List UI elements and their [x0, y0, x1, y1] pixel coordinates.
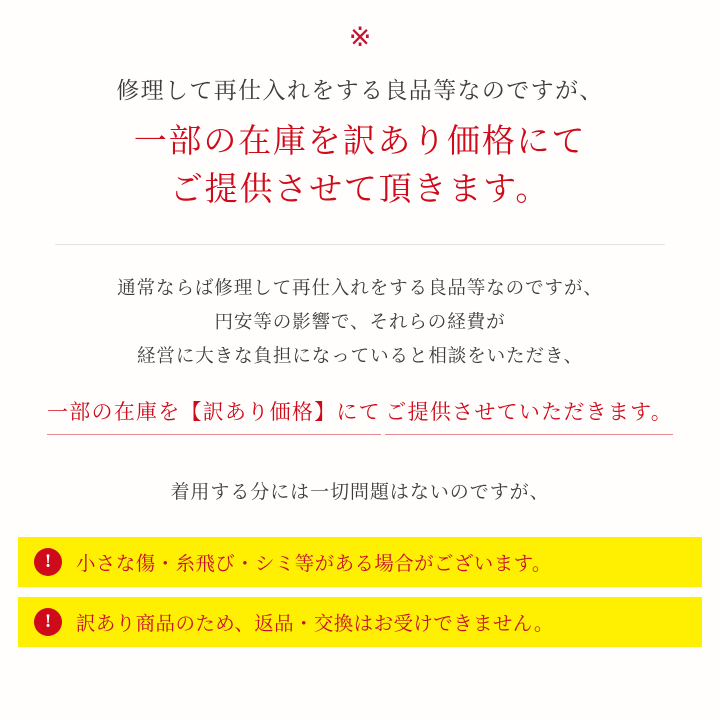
body-line-2: 円安等の影響で、それらの経費が [214, 310, 506, 332]
exclamation-icon: ! [34, 548, 62, 576]
caution-text: 訳あり商品のため、返品・交換はお受けできません。 [76, 612, 554, 635]
note-text: 着用する分には一切問題はないのですが、 [170, 481, 550, 503]
body-paragraph [0, 271, 720, 372]
headline-lead: 修理して再仕入れをする良品等なのですが、 [116, 77, 604, 103]
caution-bar [18, 537, 702, 587]
emphasis-line-1: 一部の在庫を【訳あり価格】にて [47, 395, 381, 435]
exclamation-icon: ! [34, 608, 62, 636]
emphasis-block [0, 386, 720, 435]
caution-bars [0, 537, 720, 647]
emphasis-line-2: ご提供させていただきます。 [385, 395, 673, 435]
caution-bar [18, 597, 702, 647]
body-line-3: 経営に大きな負担になっていると相談をいただき、 [136, 344, 584, 366]
headline-line-2: ご提供させて頂きます。 [169, 170, 551, 208]
headline-line-1: 一部の在庫を訳あり価格にて [133, 121, 587, 159]
headline-block [0, 51, 720, 213]
section-divider [55, 244, 665, 245]
body-line-1: 通常ならば修理して再仕入れをする良品等なのですが、 [117, 277, 603, 299]
caution-text: 小さな傷・糸飛び・シミ等がある場合がございます。 [76, 552, 552, 575]
kome-mark-icon: ※ [348, 22, 372, 52]
